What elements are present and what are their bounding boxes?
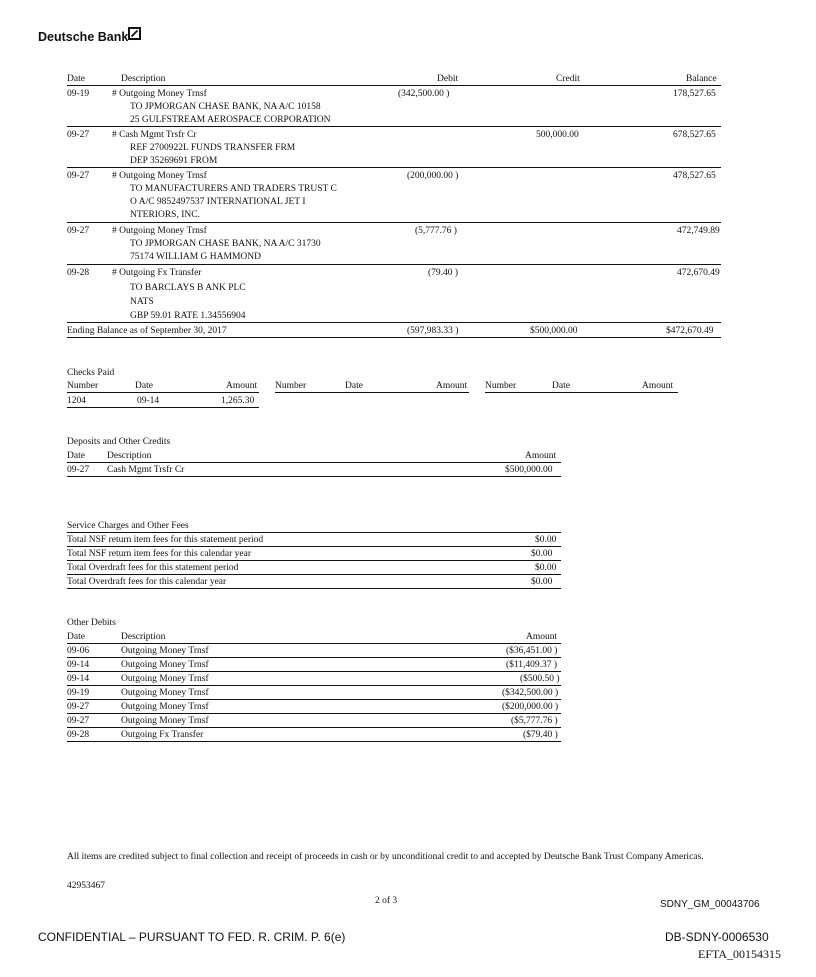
deposit-description: Cash Mgmt Trsfr Cr xyxy=(107,465,185,475)
fee-label: Total Overdraft fees for this calendar year xyxy=(67,577,227,587)
debit-date: 09-06 xyxy=(67,646,90,656)
txn-balance: 478,527.65 xyxy=(673,171,716,181)
txn-desc-line: NATS xyxy=(130,297,154,307)
txn-date: 09-27 xyxy=(67,130,90,140)
txn-date: 09-27 xyxy=(67,226,90,236)
txn-desc-line: GBP 59.01 RATE 1.34556904 xyxy=(130,311,246,321)
col-header-debit: Debit xyxy=(437,74,459,84)
debit-amount: ($500.50 ) xyxy=(520,674,560,684)
txn-desc-line: TO JPMORGAN CHASE BANK, NA A/C 31730 xyxy=(130,239,321,249)
fee-label: Total NSF return item fees for this calendar year xyxy=(67,549,251,559)
txn-desc-line: TO MANUFACTURERS AND TRADERS TRUST C xyxy=(130,184,337,194)
ending-credit: $500,000.00 xyxy=(530,326,578,336)
deposit-amount: $500,000.00 xyxy=(505,465,553,475)
debit-description: Outgoing Money Trnsf xyxy=(121,674,209,684)
page-number: 2 of 3 xyxy=(375,896,398,906)
txn-desc-line: 75174 WILLIAM G HAMMOND xyxy=(130,252,261,262)
debits-col-amount: Amount xyxy=(526,632,558,642)
debit-amount: ($36,451.00 ) xyxy=(506,646,558,656)
section-title: Deposits and Other Credits xyxy=(67,437,171,447)
txn-desc: # Outgoing Money Trnsf xyxy=(112,89,207,99)
checks-col-number: Number xyxy=(275,381,307,391)
txn-desc: # Cash Mgmt Trsfr Cr xyxy=(112,130,197,140)
debit-date: 09-27 xyxy=(67,716,90,726)
debit-amount: ($200,000.00 ) xyxy=(502,702,559,712)
deposit-date: 09-27 xyxy=(67,465,90,475)
txn-desc-line: 25 GULFSTREAM AEROSPACE CORPORATION xyxy=(130,115,331,125)
check-number: 1204 xyxy=(67,396,86,406)
checks-col-amount: Amount xyxy=(436,381,468,391)
debit-amount: ($342,500.00 ) xyxy=(502,688,559,698)
col-header-balance: Balance xyxy=(686,74,717,84)
fee-label: Total Overdraft fees for this statement period xyxy=(67,563,239,573)
debit-amount: ($5,777.76 ) xyxy=(511,716,558,726)
bates-sdny-gm: SDNY_GM_00043706 xyxy=(660,899,760,910)
collection-disclaimer: All items are credited subject to final collection and receipt of proceeds in cash or by unconditional credit to and accepted by Deutsche Bank Trust Company Americas. xyxy=(67,852,704,862)
txn-debit: (5,777.76 ) xyxy=(415,226,457,236)
account-number: 42953467 xyxy=(67,881,105,891)
deposits-col-date: Date xyxy=(67,451,85,461)
section-title: Other Debits xyxy=(67,618,116,628)
txn-balance: 472,749.89 xyxy=(677,226,720,236)
bates-db-sdny: DB-SDNY-0006530 xyxy=(665,930,769,944)
debits-col-date: Date xyxy=(67,632,85,642)
check-date: 09-14 xyxy=(137,396,160,406)
debit-description: Outgoing Fx Transfer xyxy=(121,730,204,740)
debit-date: 09-14 xyxy=(67,674,90,684)
deposits-col-description: Description xyxy=(107,451,152,461)
section-title: Service Charges and Other Fees xyxy=(67,521,189,531)
debit-description: Outgoing Money Trnsf xyxy=(121,716,209,726)
check-amount: 1,265.30 xyxy=(221,396,255,406)
txn-balance: 678,527.65 xyxy=(673,130,716,140)
bank-name: Deutsche Bank xyxy=(38,30,129,44)
txn-debit: (200,000.00 ) xyxy=(407,171,459,181)
debit-amount: ($79.40 ) xyxy=(523,730,558,740)
confidential-notice: CONFIDENTIAL – PURSUANT TO FED. R. CRIM. P. 6(e) xyxy=(38,930,346,944)
txn-balance: 472,670.49 xyxy=(677,268,720,278)
debit-description: Outgoing Money Trnsf xyxy=(121,660,209,670)
ending-balance: $472,670.49 xyxy=(666,326,714,336)
txn-desc: # Outgoing Fx Transfer xyxy=(112,268,202,278)
deutsche-bank-logo-icon xyxy=(128,27,141,40)
txn-desc-line: DEP 35269691 FROM xyxy=(130,156,218,166)
debit-amount: ($11,409.37 ) xyxy=(506,660,558,670)
checks-col-date: Date xyxy=(552,381,570,391)
bates-efta: EFTA_00154315 xyxy=(698,947,782,961)
fee-amount: $0.00 xyxy=(531,577,553,587)
debit-date: 09-14 xyxy=(67,660,90,670)
col-header-credit: Credit xyxy=(556,74,580,84)
txn-date: 09-28 xyxy=(67,268,90,278)
ending-debit: (597,983.33 ) xyxy=(407,326,459,336)
col-header-date: Date xyxy=(67,74,85,84)
txn-date: 09-19 xyxy=(67,89,90,99)
ending-balance-label: Ending Balance as of September 30, 2017 xyxy=(67,326,227,336)
checks-col-amount: Amount xyxy=(226,381,258,391)
txn-desc-line: O A/C 9852497537 INTERNATIONAL JET I xyxy=(130,197,306,207)
txn-desc-line: NTERIORS, INC. xyxy=(130,210,200,220)
checks-col-date: Date xyxy=(345,381,363,391)
debits-col-description: Description xyxy=(121,632,166,642)
checks-col-date: Date xyxy=(135,381,153,391)
txn-desc: # Outgoing Money Trnsf xyxy=(112,171,207,181)
txn-credit: 500,000.00 xyxy=(536,130,579,140)
checks-col-number: Number xyxy=(485,381,517,391)
deposits-col-amount: Amount xyxy=(525,451,557,461)
col-header-description: Description xyxy=(121,74,166,84)
fee-amount: $0.00 xyxy=(535,535,557,545)
fee-amount: $0.00 xyxy=(531,549,553,559)
debit-date: 09-27 xyxy=(67,702,90,712)
checks-col-amount: Amount xyxy=(642,381,674,391)
debit-description: Outgoing Money Trnsf xyxy=(121,702,209,712)
checks-col-number: Number xyxy=(67,381,99,391)
txn-desc-line: TO BARCLAYS B ANK PLC xyxy=(130,283,246,293)
txn-desc-line: TO JPMORGAN CHASE BANK, NA A/C 10158 xyxy=(130,102,321,112)
debit-description: Outgoing Money Trnsf xyxy=(121,646,209,656)
txn-date: 09-27 xyxy=(67,171,90,181)
debit-description: Outgoing Money Trnsf xyxy=(121,688,209,698)
txn-desc-line: REF 2700922L FUNDS TRANSFER FRM xyxy=(130,143,296,153)
txn-desc: # Outgoing Money Trnsf xyxy=(112,226,207,236)
section-title: Checks Paid xyxy=(67,368,115,378)
txn-debit: (342,500.00 ) xyxy=(398,89,450,99)
fee-label: Total NSF return item fees for this statement period xyxy=(67,535,264,545)
txn-debit: (79.40 ) xyxy=(428,268,459,278)
txn-balance: 178,527.65 xyxy=(673,89,716,99)
debit-date: 09-19 xyxy=(67,688,90,698)
fee-amount: $0.00 xyxy=(535,563,557,573)
debit-date: 09-28 xyxy=(67,730,90,740)
